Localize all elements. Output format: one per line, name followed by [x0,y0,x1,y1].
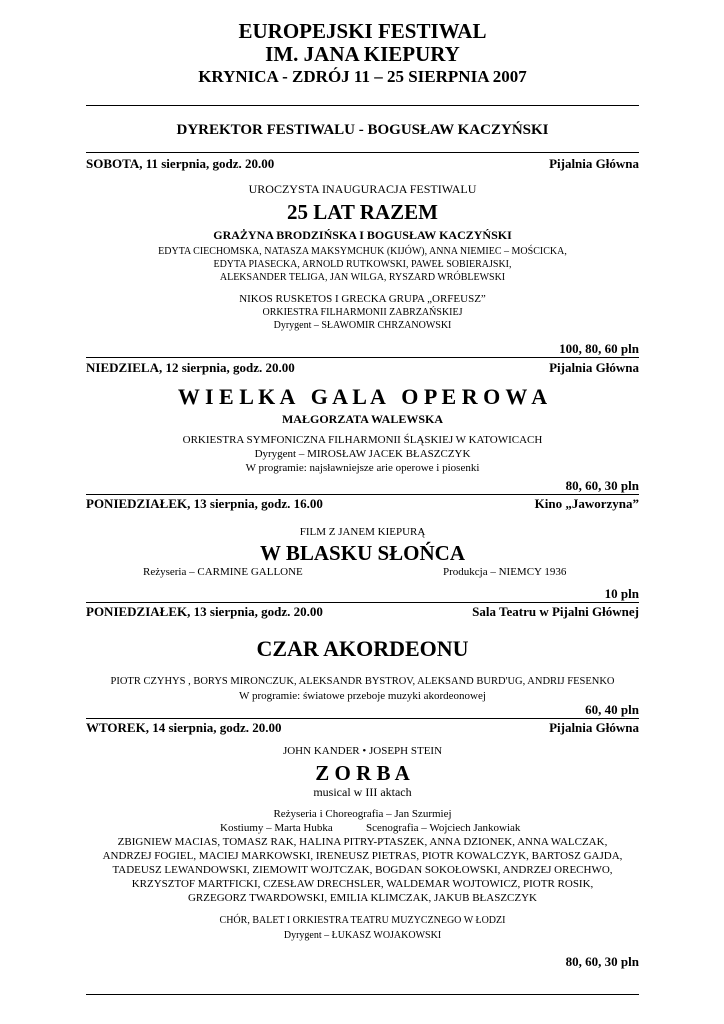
event-date: WTOREK, 14 sierpnia, godz. 20.00 [86,720,282,735]
event-title: CZAR AKORDEONU [256,636,469,661]
event-extra [86,675,639,703]
event-hosts: MAŁGORZATA WALEWSKA [281,412,444,426]
event-header [86,720,639,736]
extra-line: NIKOS RUSKETOS I GRECKA GRUPA „ORFEUSZ” [239,293,486,305]
extra-line: ORKIESTRA SYMFONICZNA FILHARMONII ŚLĄSKIEJ W KATOWICACH [182,434,543,446]
cast-line: ZBIGNIEW MACIAS, TOMASZ RAK, HALINA PITRY-PTASZEK, ANNA DZIONEK, ANNA WALCZAK, [117,836,608,848]
header-line1: EUROPEJSKI FESTIWAL [238,19,487,43]
cast-line: ANDRZEJ FOGIEL, MACIEJ MARKOWSKI, IRENEUSZ PIETRAS, PIOTR KOWALCZYK, BARTOSZ GAJDA, [102,850,623,862]
event-director: Reżyseria – CARMINE GALLONE [143,566,303,578]
divider [86,994,639,995]
event-title: Z O R B A [315,761,410,785]
event-date: SOBOTA, 11 sierpnia, godz. 20.00 [86,156,275,171]
event-venue: Pijalnia Główna [549,720,639,735]
cast-line: EDYTA CIECHOMSKA, NATASZA MAKSYMCHUK (KIJÓW), ANNA NIEMIEC – MOŚCICKA, [158,246,567,257]
event-header [86,496,639,512]
divider [86,105,639,106]
event-hosts: GRAŻYNA BRODZIŃSKA I BOGUSŁAW KACZYŃSKI [213,228,512,242]
event-scenography: Scenografia – Wojciech Jankowiak [366,822,521,834]
event-venue: Pijalnia Główna [549,360,639,375]
event-subtitle: JOHN KANDER • JOSEPH STEIN [282,745,443,757]
event-extra [86,293,639,332]
divider [86,602,639,603]
cast-line: ALEKSANDER TELIGA, JAN WILGA, RYSZARD WRÓBLEWSKI [219,272,506,283]
event-subtitle: FILM Z JANEM KIEPURĄ [299,526,426,538]
extra-line: Dyrygent – MIROSŁAW JACEK BŁASZCZYK [254,448,471,460]
event-musical: musical w III aktach [313,785,412,799]
divider [86,152,639,153]
festival-director: DYREKTOR FESTIWALU - BOGUSŁAW KACZYŃSKI [176,122,549,138]
event-title: W I E L K A G A L A O P E R O W A [177,384,548,409]
event-header [86,604,639,620]
event-1 [86,156,639,332]
event-3 [86,496,639,579]
divider [86,357,639,358]
event-date: PONIEDZIAŁEK, 13 sierpnia, godz. 16.00 [86,496,323,511]
event-title: 25 LAT RAZEM [287,200,438,224]
extra-line: ORKIESTRA FILHARMONII ZABRZAŃSKIEJ [262,307,463,318]
extra-line: W programie: światowe przeboje muzyki akordeonowej [239,690,486,702]
event-direction: Reżyseria i Choreografia – Jan Szurmiej [273,808,452,820]
event-price: 100, 80, 60 pln [559,341,639,356]
event-venue: Sala Teatru w Pijalni Głównej [472,604,639,619]
event-header [86,156,639,172]
extra-line: Dyrygent – SŁAWOMIR CHRZANOWSKI [273,320,452,331]
divider [86,494,639,495]
event-costumes: Kostiumy – Marta Hubka [220,822,333,834]
event-price: 80, 60, 30 pln [565,478,639,493]
cast-line: TADEUSZ LEWANDOWSKI, ZIEMOWIT WOJTCZAK, BOGDAN SOKOŁOWSKI, ANDRZEJ ORECHWO, [112,864,613,876]
extra-line: PIOTR CZYHYS , BORYS MIRONCZUK, ALEKSANDR BYSTROV, ALEKSAND BURD'UG, ANDRIJ FESENKO [110,676,615,687]
event-5 [86,720,639,942]
cast-line: KRZYSZTOF MARTFICKI, CZESŁAW DRECHSLER, WALDEMAR WOJTOWICZ, PIOTR ROSIK, [131,878,594,890]
event-header [86,360,639,376]
event-extra [86,914,639,942]
festival-header [86,20,639,87]
extra-line: Dyrygent – ŁUKASZ WOJAKOWSKI [283,930,442,941]
event-2 [86,360,639,475]
event-cast [86,245,639,284]
header-line2: IM. JANA KIEPURY [265,42,460,66]
event-design-credits [86,821,639,835]
event-subtitle: UROCZYSTA INAUGURACJA FESTIWALU [248,182,477,196]
extra-line: CHÓR, BALET I ORKIESTRA TEATRU MUZYCZNEGO W ŁODZI [219,915,506,926]
event-extra [86,433,639,475]
event-production: Produkcja – NIEMCY 1936 [443,566,567,578]
cast-line: GRZEGORZ TWARDOWSKI, EMILIA KLIMCZAK, JAKUB BŁASZCZYK [187,892,538,904]
event-price: 80, 60, 30 pln [565,954,639,969]
header-dates: KRYNICA - ZDRÓJ 11 – 25 SIERPNIA 2007 [198,67,527,86]
event-venue: Kino „Jaworzyna” [534,496,639,511]
event-price: 10 pln [604,586,639,601]
event-venue: Pijalnia Główna [549,156,639,171]
event-cast [86,835,639,905]
event-credits [86,565,639,579]
cast-line: EDYTA PIASECKA, ARNOLD RUTKOWSKI, PAWEŁ SOBIERAJSKI, [213,259,512,270]
extra-line: W programie: najsławniejsze arie operowe i piosenki [245,462,480,474]
event-price: 60, 40 pln [585,702,639,717]
divider [86,718,639,719]
event-date: PONIEDZIAŁEK, 13 sierpnia, godz. 20.00 [86,604,323,619]
event-date: NIEDZIELA, 12 sierpnia, godz. 20.00 [86,360,295,375]
event-title: W BLASKU SŁOŃCA [260,541,465,565]
event-4 [86,604,639,703]
